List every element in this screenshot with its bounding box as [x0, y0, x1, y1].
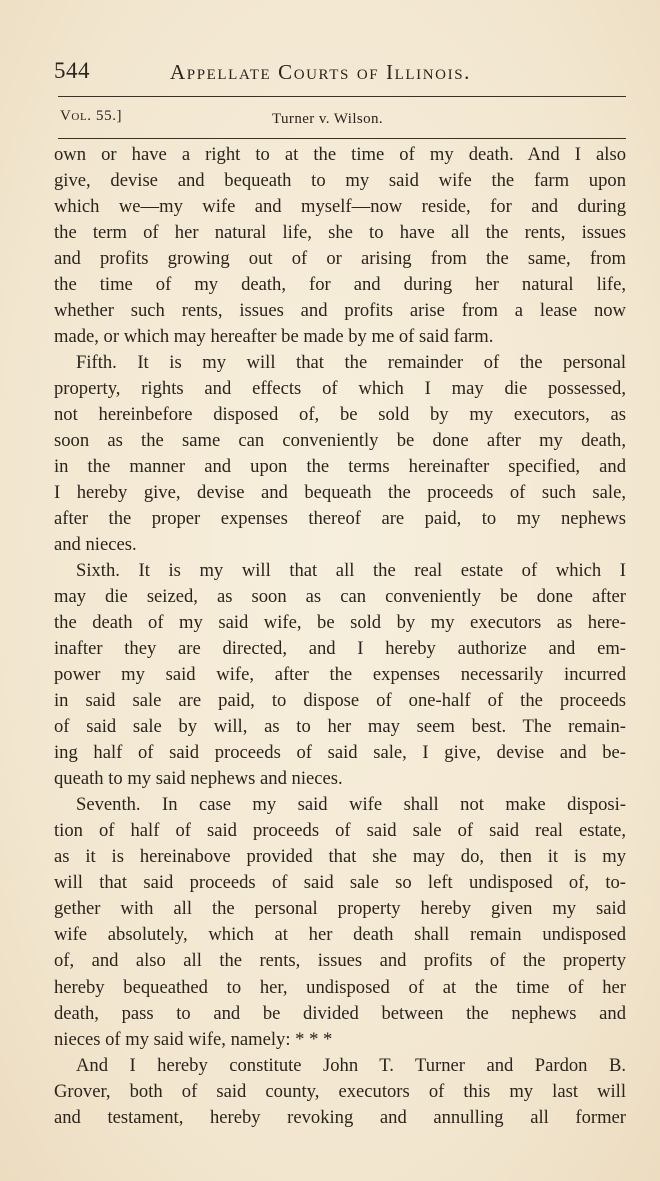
text-line: the death of my said wife, be sold by my executors as here- [54, 612, 626, 634]
text-line: gether with all the personal property hereby given my said [54, 898, 626, 920]
text-line: soon as the same can conveniently be done after my death, [54, 430, 626, 452]
text-line: in said sale are paid, to dispose of one-half of the proceeds [54, 690, 626, 712]
text-line: own or have a right to at the time of my death. And I also [54, 144, 626, 165]
running-head [54, 58, 530, 92]
text-line: nieces of my said wife, namely: * * * [54, 1028, 333, 1050]
text-line: wife absolutely, which at her death shall remain undisposed [54, 924, 626, 946]
text-line: power my said wife, after the expenses necessarily incurred [54, 664, 626, 686]
text-line: after the proper expenses thereof are paid, to my nephews [54, 508, 626, 530]
text-line: the time of my death, for and during her natural life, [54, 274, 626, 296]
header-rule-top [58, 96, 626, 97]
text-line: may die seized, as soon as can conveniently be done after [54, 586, 626, 608]
text-line: which we—my wife and myself—now reside, for and during [54, 196, 626, 218]
running-title: Appellate Courts of Illinois. [170, 60, 472, 84]
text-line: made, or which may hereafter be made by me of said farm. [54, 326, 494, 348]
text-line: and nieces. [54, 534, 137, 556]
text-line: Seventh. In case my said wife shall not make disposi- [76, 794, 626, 816]
text-line: whether such rents, issues and profits arise from a lease now [54, 300, 626, 322]
page-number: 544 [54, 58, 90, 83]
header-rule-bottom [58, 138, 626, 139]
text-line: And I hereby constitute John T. Turner and Pardon B. [76, 1054, 626, 1076]
text-line: I hereby give, devise and bequeath the proceeds of such sale, [54, 482, 626, 504]
text-line: Sixth. It is my will that all the real estate of which I [76, 560, 626, 582]
text-line: of, and also all the rents, issues and profits of the property [54, 950, 626, 972]
case-title: Turner v. Wilson. [272, 111, 384, 127]
text-line: property, rights and effects of which I may die possessed, [54, 378, 626, 400]
text-line: not hereinbefore disposed of, be sold by my executors, as [54, 404, 626, 426]
text-line: and testament, hereby revoking and annulling all former [54, 1106, 626, 1128]
text-line: hereby bequeathed to her, undisposed of at the time of her [54, 976, 626, 998]
text-line: Grover, both of said county, executors of this my last will [54, 1080, 626, 1102]
text-line: death, pass to and be divided between the nephews and [54, 1002, 626, 1024]
text-line: ing half of said proceeds of said sale, I give, devise and be- [54, 742, 626, 764]
text-line: as it is hereinabove provided that she may do, then it is my [54, 846, 626, 868]
text-line: queath to my said nephews and nieces. [54, 768, 343, 790]
text-line: Fifth. It is my will that the remainder of the personal [76, 352, 626, 374]
text-line: of said sale by will, as to her may seem best. The remain- [54, 716, 626, 738]
text-line: will that said proceeds of said sale so left undisposed of, to- [54, 872, 626, 894]
text-line: the term of her natural life, she to have all the rents, issues [54, 222, 626, 244]
body-text [54, 142, 626, 1131]
text-line: inafter they are directed, and I hereby authorize and em- [54, 638, 626, 660]
text-line: and profits growing out of or arising from the same, from [54, 248, 626, 270]
text-line: give, devise and bequeath to my said wife the farm upon [54, 170, 626, 192]
volume-label: Vol. 55.] [60, 108, 123, 124]
text-line: in the manner and upon the terms hereinafter specified, and [54, 456, 626, 478]
text-line: tion of half of said proceeds of said sale of said real estate, [54, 820, 626, 842]
